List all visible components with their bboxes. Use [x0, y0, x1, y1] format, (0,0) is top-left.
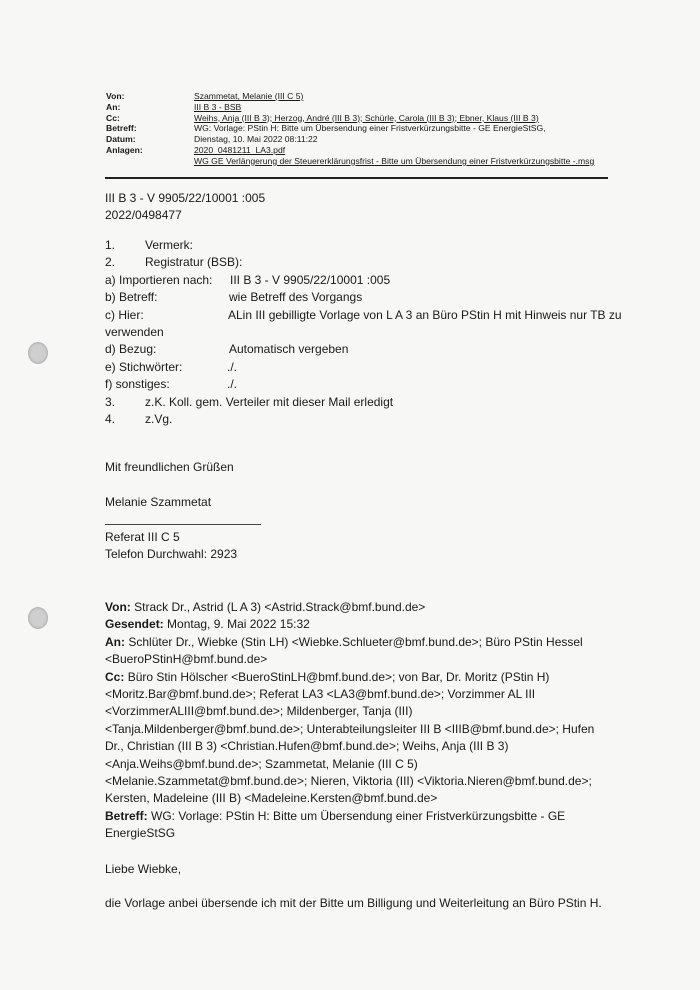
forwarded-sent: Gesendet: Montag, 9. Mai 2022 15:32: [105, 617, 310, 632]
header-from-value: Szammetat, Melanie (III C 5): [194, 91, 304, 101]
reference-block: [105, 190, 265, 225]
header-from-label: Von:: [106, 91, 125, 101]
header-attachments-row-2: [106, 156, 594, 167]
signature-divider: [105, 524, 261, 525]
punch-hole: [28, 607, 48, 629]
vermerk-item-4: 4. z.Vg.: [105, 411, 173, 426]
header-divider: [105, 177, 608, 179]
header-subject-row: [106, 123, 594, 134]
header-to-label: An:: [106, 101, 121, 112]
registratur-e: e) Stichwörter: ./.: [105, 359, 238, 374]
registratur-b: b) Betreff: wie Betreff des Vorgangs: [105, 290, 363, 305]
vermerk-item-2: 2. Registratur (BSB):: [105, 255, 243, 270]
closing-greeting: Mit freundlichen Grüßen: [105, 460, 234, 474]
signature-name: Melanie Szammetat: [105, 495, 212, 509]
header-attachments-row: [106, 145, 594, 156]
attachment-link-msg[interactable]: WG GE Verlängerung der Steuererklärungsfrist - Bitte um Übersendung einer Fristverkürzungsbitte -.msg: [194, 155, 595, 166]
registratur-c-continued: verwenden: [105, 324, 164, 339]
punch-hole: [28, 342, 48, 364]
email-header: [106, 91, 594, 167]
forwarded-cc: Cc: Büro Stin Hölscher <BueroStinLH@bmf.bund.de>; von Bar, Dr. Moritz (PStin H) <Moritz.Bar@bmf.bund.de>; Referat LA3 <LA3@bmf.bund.de>; Vorzimmer AL III <VorzimmerALIII@bmf.bund.de>; Mildenberger, Tanja (III) <Tanja.Mildenberger@bmf.bund.de>; Unterabteilungsleiter III B <IIIB@bmf.bund.de>; Hufen Dr., Christian (III B 3) <Christian.Hufen@bmf.bund.de>; Weihs, Anja (III B 3) <Anja.Weihs@bmf.bund.de>; Szammetat, Melanie (III C 5) <Melanie.Szammetat@bmf.bund.de>; Nieren, Viktoria (III) <Viktoria.Nieren@bmf.bund.de>; Kersten, Madeleine (III B) <Madeleine.Kersten@bmf.bund.de>: [105, 669, 595, 806]
forwarded-body: die Vorlage anbei übersende ich mit der Bitte um Billigung und Weiterleitung an Büro PStin H.: [105, 896, 602, 911]
forwarded-to: An: Schlüter Dr., Wiebke (Stin LH) <Wiebke.Schlueter@bmf.bund.de>; Büro PStin Hessel <BueroPStinH@bmf.bund.de>: [105, 634, 583, 667]
registratur-d: d) Bezug: Automatisch vergeben: [105, 342, 349, 357]
header-date-label: Datum:: [106, 134, 136, 145]
attachment-link-pdf[interactable]: 2020_0481211_LA3.pdf: [194, 144, 286, 155]
registratur-a: a) Importieren nach: III B 3 - V 9905/22/10001 :005: [105, 272, 391, 287]
header-to-row: [106, 102, 594, 113]
registratur-f: f) sonstiges: ./.: [105, 377, 238, 392]
vermerk-item-3: 3. z.K. Koll. gem. Verteiler mit dieser Mail erledigt: [105, 394, 394, 409]
forwarded-message: [105, 599, 605, 913]
forwarded-subject: Betreff: WG: Vorlage: PStin H: Bitte um Übersendung einer Fristverkürzungsbitte - GE EnergieStSG: [105, 808, 566, 841]
reference-number: III B 3 - V 9905/22/10001 :005: [105, 191, 266, 205]
header-to-value: III B 3 - BSB: [194, 101, 242, 112]
forwarded-salutation: Liebe Wiebke,: [105, 861, 182, 876]
vermerk-block: [105, 237, 622, 428]
signature-department: Referat III C 5: [105, 530, 180, 544]
vermerk-item-1: 1. Vermerk:: [105, 238, 194, 252]
header-subject-value: WG: Vorlage: PStin H: Bitte um Übersendung einer Fristverkürzungsbitte - GE EnergieStSG,: [194, 123, 546, 134]
registratur-c: c) Hier: ALin III gebilligte Vorlage von L A 3 an Büro PStin H mit Hinweis nur TB zu: [105, 307, 622, 322]
header-subject-label: Betreff:: [106, 123, 137, 134]
header-attachments-label: Anlagen:: [106, 144, 143, 155]
header-from-row: [106, 91, 594, 102]
header-cc-value: Weihs, Anja (III B 3); Herzog, André (III B 3); Schürle, Carola (III B 3); Ebner, Klaus (III B 3): [194, 112, 539, 123]
header-date-row: [106, 134, 594, 145]
forwarded-from: Von: Strack Dr., Astrid (L A 3) <Astrid.Strack@bmf.bund.de>: [105, 600, 426, 614]
header-cc-label: Cc:: [106, 112, 120, 123]
reference-id: 2022/0498477: [105, 208, 182, 223]
header-cc-row: [106, 113, 594, 124]
header-date-value: Dienstag, 10. Mai 2022 08:11:22: [194, 134, 318, 145]
signature-phone: Telefon Durchwahl: 2923: [105, 547, 238, 561]
